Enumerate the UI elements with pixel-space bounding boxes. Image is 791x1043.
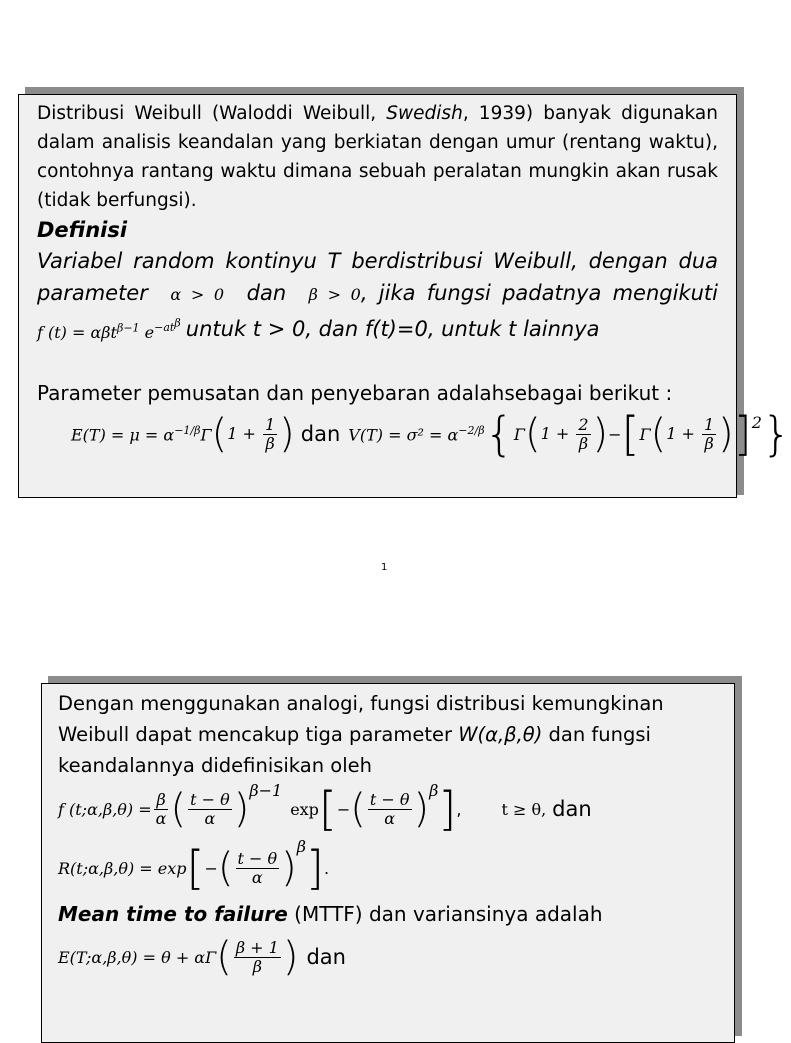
rel-minus: − [204, 858, 218, 878]
mttf-line [58, 899, 718, 930]
variance-formula [348, 424, 484, 444]
weibull-params: W(α,β,θ) [458, 723, 543, 746]
reliability-formula-row: R(t;α,β,θ) = exp [ − ( $\frac{t - \theta}{\alpha}$ ) β ] . [58, 837, 330, 895]
pdf3-paren-l: ( [170, 786, 187, 832]
slide1-box [18, 94, 791, 498]
pdf3-exp-fn: exp [290, 799, 319, 819]
definition-dan: dan [246, 281, 287, 305]
mttf-formula-row: E(T;α,β,θ) = θ + αΓ ( $\frac{\beta + 1}{\beta}$ ) dan [58, 934, 346, 980]
mttf-lhs: E(T;α,β,θ) = θ + αΓ [58, 947, 217, 967]
pdf-formula-row [37, 313, 718, 345]
definition-text-c: untuk t > 0, dan f(t)=0, untuk t lainnya [185, 317, 600, 341]
mttf-rest: (MTTF) dan variansinya adalah [287, 902, 603, 926]
pdf-exp1: β−1 [116, 321, 140, 335]
pdf3-formula-row: f (t;α,β,θ) = $\frac{\beta}{\alpha}$ ( $\frac{t - \theta}{\alpha}$ ) β−1 exp [ − ( $\frac{t - \theta}{\alpha}$ ) β ] , t ≥ θ, dan [58, 781, 592, 836]
beta-condition: β > 0 [308, 285, 361, 304]
paren-l2: ( [524, 411, 541, 457]
alpha-condition: α > 0 [170, 285, 225, 304]
minus-sign: − [608, 424, 622, 444]
variance-arg2: 1 + $\frac{1}{\beta}$ [666, 414, 715, 453]
pdf-exp2: −at [154, 321, 175, 335]
pdf-e: e [144, 322, 155, 342]
slide1-intro [37, 99, 718, 215]
mttf-paren-l: ( [216, 934, 232, 980]
paren-r2: ) [592, 411, 609, 457]
page-number: 1 [381, 562, 388, 573]
pdf3-exp2: β [429, 781, 439, 800]
reliability-lhs: R(t;α,β,θ) = exp [58, 858, 187, 878]
pdf3-dan: dan [552, 797, 592, 821]
moments-formula-row [71, 407, 791, 461]
mttf-italic: Mean time to failure [58, 902, 288, 926]
pdf3-lhs: f (t;α,β,θ) = [58, 799, 152, 819]
mttf-dan: dan [306, 945, 346, 969]
bracket-right: ] [733, 407, 752, 461]
pdf3-paren-r2: ) [413, 786, 430, 832]
intro-text-b: , 1939) banyak digunakan dalam analisis keandalan yang berkiatan dengan umur (rentang waktu), contohnya rantang waktu dimana sebuah peralatan mungkin akan rusak (tidak berfungsi). [37, 103, 718, 211]
variance-exp: −2/β [458, 423, 485, 437]
square-exp: 2 [751, 413, 762, 432]
rel-bracket-l: [ [186, 841, 205, 895]
pdf3-bracket-r: ] [438, 782, 457, 836]
intro-italic: Swedish [386, 103, 463, 124]
rel-exp: β [296, 837, 306, 856]
pdf3-paren-r: ) [233, 786, 250, 832]
slide2-box [41, 683, 735, 1043]
brace-right: } [761, 407, 791, 461]
pdf3-minus: − [336, 799, 351, 819]
definition-text-a: Variabel random kontinyu T berdistribusi Weibull, dengan dua parameter [37, 249, 718, 305]
slide2-intro-b: dan fungsi keandalannya didefinisikan oleh [58, 723, 651, 777]
paren-left: ( [211, 411, 228, 457]
slide2-intro-a: Dengan menggunakan analogi, fungsi distribusi kemungkinan Weibull dapat mencakup tiga parameter [58, 692, 664, 746]
pdf3-exp: β−1 [249, 781, 283, 800]
mean-lhs: E(T) = μ = α [71, 425, 175, 445]
moments-dan: dan [300, 422, 341, 446]
rel-paren-r: ) [281, 845, 297, 891]
param-line: Parameter pemusatan dan penyebaran adalahsebagai berikut : [37, 381, 673, 405]
gamma-1: Γ [513, 424, 525, 444]
definition-heading: Definisi [37, 218, 128, 242]
paren-r3: ) [718, 411, 734, 457]
pdf-lhs: f (t) = αβt [37, 322, 117, 342]
pdf3-paren-l2: ( [350, 786, 366, 832]
mean-arg: 1 + $\frac{1}{\beta}$ [227, 414, 276, 453]
gamma-2: Γ [639, 424, 651, 444]
pdf-exp3: β [174, 316, 181, 330]
mttf-paren-r: ) [282, 934, 299, 980]
rel-paren-l: ( [217, 845, 234, 891]
pdf-formula [37, 317, 181, 342]
variance-arg1: 1 + $\frac{2}{\beta}$ [540, 414, 589, 453]
paren-l3: ( [650, 411, 667, 457]
slide2-intro [58, 688, 718, 781]
paren-right: ) [279, 411, 295, 457]
definition-text-b: , jika fungsi padatnya mengikuti [360, 281, 718, 305]
definition-text [37, 245, 718, 311]
pdf3-condition: t ≥ θ, [501, 799, 547, 819]
pdf3-bracket-l: [ [318, 782, 337, 836]
variance-lhs: V(T) = σ² = α [348, 425, 459, 445]
intro-text-a: Distribusi Weibull (Waloddi Weibull, [37, 103, 387, 124]
brace-left: { [484, 407, 514, 461]
rel-bracket-r: ] [306, 841, 324, 895]
mean-formula: $E(T) = \mu = \alpha^{-1/\beta}\Gamma$ [71, 423, 212, 445]
bracket-left: [ [621, 407, 640, 461]
mean-exp: −1/β [174, 423, 201, 437]
